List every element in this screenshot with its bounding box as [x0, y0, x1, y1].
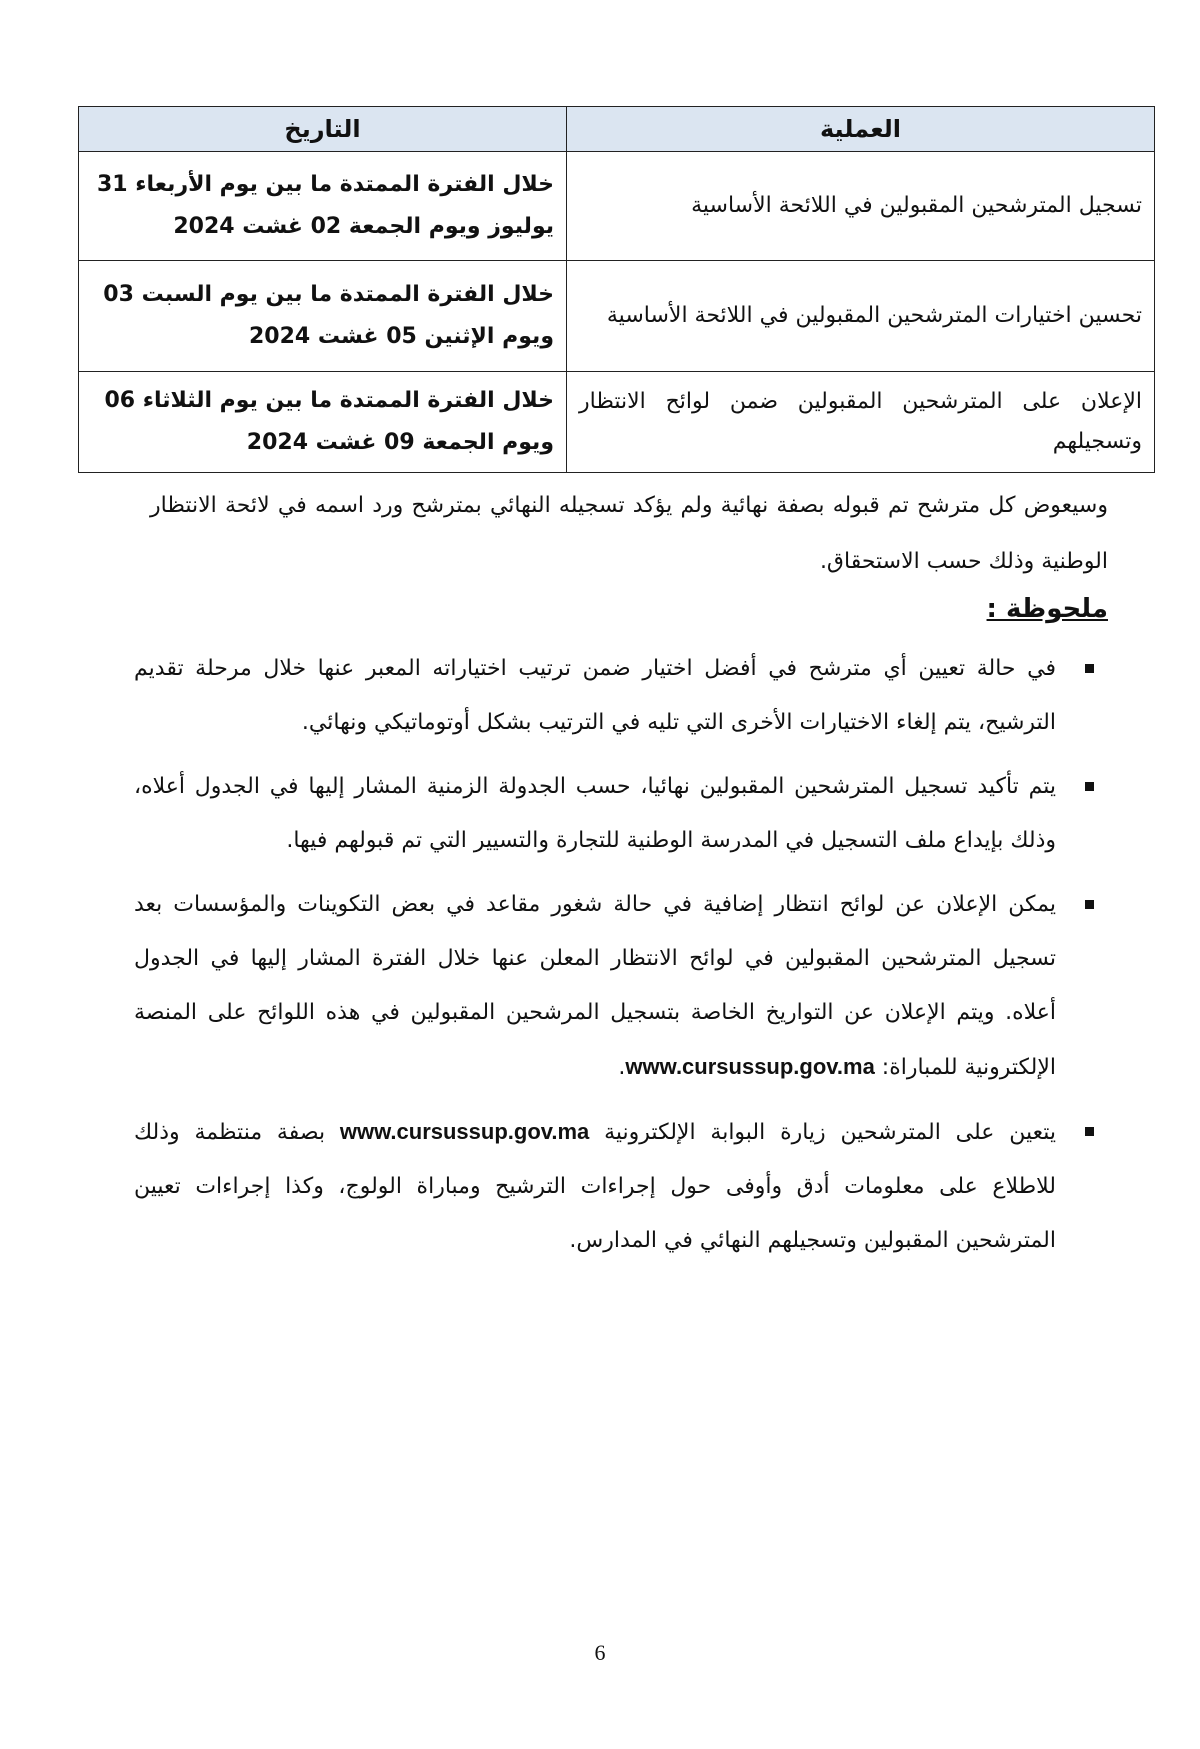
table-row: [79, 152, 1155, 261]
header-operation: العملية: [567, 107, 1155, 152]
note-text-after: بصفة منتظمة وذلك للاطلاع على معلومات أدق وأوفى حول إجراءات الترشيح ومباراة الولوج، وكذا إجراءات تعيين المترشحين المقبولين وتسجيلهم النهائي في المدارس.: [134, 1120, 1056, 1253]
cursussup-link[interactable]: www.cursussup.gov.ma: [625, 1054, 875, 1079]
page-number: 6: [594, 1640, 606, 1665]
notes-list: [134, 642, 1108, 1278]
list-item: [134, 1105, 1108, 1268]
note-text-before: يمكن الإعلان عن لوائح انتظار إضافية في حالة شغور مقاعد في بعض التكوينات والمؤسسات بعد تسجيل المترشحين المقبولين في لوائح الانتظار المعلن عنها خلال الفترة المشار إليها في الجدول أعلاه. ويتم الإعلان عن التواريخ الخاصة بتسجيل المرشحين المقبولين في هذه اللوائح على المنصة الإلكترونية للمباراة:: [134, 892, 1056, 1080]
note-text-before: يتعين على المترشحين زيارة البوابة الإلكترونية: [589, 1120, 1056, 1145]
square-bullet-icon: [1085, 664, 1094, 673]
schedule-table: [78, 106, 1155, 473]
note-text: [134, 878, 1056, 1095]
table-header-row: [79, 107, 1155, 152]
table-row: [79, 261, 1155, 372]
square-bullet-icon: [1085, 900, 1094, 909]
list-item: [134, 642, 1108, 750]
replacement-paragraph: وسيعوض كل مترشح تم قبوله بصفة نهائية ولم يؤكد تسجيله النهائي بمترشح ورد اسمه في لائحة الانتظار الوطنية وذلك حسب الاستحقاق.: [150, 493, 1108, 574]
table-row: [79, 372, 1155, 473]
list-item: [134, 878, 1108, 1095]
operation-cell: الإعلان على المترشحين المقبولين ضمن لوائح الانتظار وتسجيلهم: [567, 372, 1155, 473]
header-date: التاريخ: [79, 107, 567, 152]
cursussup-link[interactable]: www.cursussup.gov.ma: [339, 1119, 590, 1144]
note-text-after: .: [618, 1055, 626, 1080]
note-text: يتم تأكيد تسجيل المترشحين المقبولين نهائيا، حسب الجدولة الزمنية المشار إليها في الجدول أعلاه، وذلك بإيداع ملف التسجيل في المدرسة الوطنية للتجارة والتسيير التي تم قبولهم فيها.: [134, 774, 1056, 853]
date-cell: خلال الفترة الممتدة ما بين يوم الثلاثاء 06 ويوم الجمعة 09 غشت 2024: [79, 372, 567, 473]
note-heading: ملحوظة :: [986, 594, 1108, 624]
square-bullet-icon: [1085, 782, 1094, 791]
date-cell: خلال الفترة الممتدة ما بين يوم السبت 03 ويوم الإثنين 05 غشت 2024: [79, 261, 567, 372]
square-bullet-icon: [1085, 1127, 1094, 1136]
date-cell: خلال الفترة الممتدة ما بين يوم الأربعاء 31 يوليوز ويوم الجمعة 02 غشت 2024: [79, 152, 567, 261]
note-text: في حالة تعيين أي مترشح في أفضل اختيار ضمن ترتيب اختياراته المعبر عنها خلال مرحلة تقديم الترشيح، يتم إلغاء الاختيارات الأخرى التي تليه في الترتيب بشكل أوتوماتيكي ونهائي.: [134, 656, 1056, 735]
operation-cell: تسجيل المترشحين المقبولين في اللائحة الأساسية: [567, 152, 1155, 261]
list-item: [134, 760, 1108, 868]
operation-cell: تحسين اختيارات المترشحين المقبولين في اللائحة الأساسية: [567, 261, 1155, 372]
note-text: [134, 1105, 1056, 1268]
